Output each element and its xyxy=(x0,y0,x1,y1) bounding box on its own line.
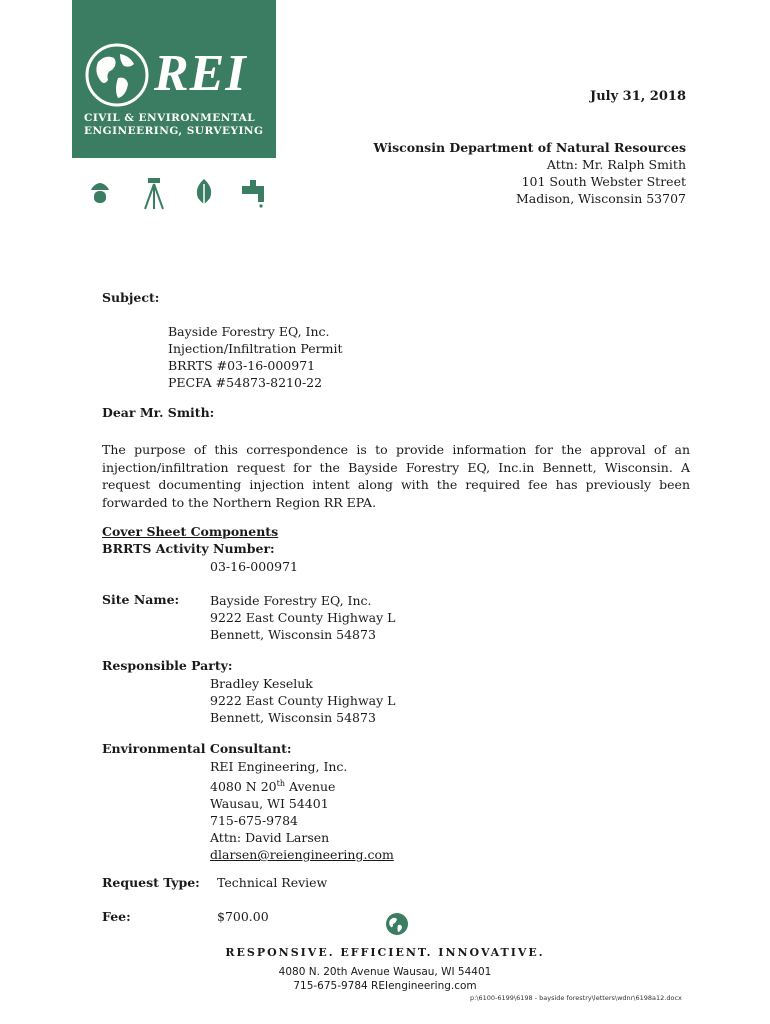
fee-label: Fee: xyxy=(102,909,131,924)
consultant-email-link[interactable]: dlarsen@reiengineering.com xyxy=(210,847,394,863)
file-path: p:\6100-6199\6198 - bayside forestry\letters\wdnr\6198a12.docx xyxy=(470,994,682,1002)
consultant-label: Environmental Consultant: xyxy=(102,741,292,756)
site-line: 9222 East County Highway L xyxy=(210,610,396,625)
subject-lines xyxy=(168,323,343,391)
recipient-attn: Attn: Mr. Ralph Smith xyxy=(546,157,686,172)
recipient-address xyxy=(374,139,686,207)
rei-logo xyxy=(72,0,276,158)
fee-value: $700.00 xyxy=(217,909,269,924)
logo-wordmark: REI xyxy=(154,45,247,102)
tagline-line-2: ENGINEERING, SURVEYING xyxy=(84,125,264,137)
consultant-lines xyxy=(210,758,394,863)
footer-globe-icon xyxy=(385,912,409,936)
street-suffix: th xyxy=(276,779,285,788)
rp-line: Bennett, Wisconsin 54873 xyxy=(210,710,376,725)
tagline-line-1: CIVIL & ENVIRONMENTAL xyxy=(84,112,256,124)
brrts-value: 03-16-000971 xyxy=(210,559,298,574)
recipient-city: Madison, Wisconsin 53707 xyxy=(515,191,686,206)
subject-label: Subject: xyxy=(102,290,160,305)
brrts-label: BRRTS Activity Number: xyxy=(102,541,275,556)
street-rest: Avenue xyxy=(284,779,336,795)
hard-hat-icon xyxy=(90,178,110,212)
footer-address-line: 4080 N. 20th Avenue Wausau, WI 54401 xyxy=(278,966,492,978)
consultant-line: 715-675-9784 xyxy=(210,813,298,829)
consultant-street xyxy=(210,775,394,795)
footer-contact-line: 715-675-9784 REIengineering.com xyxy=(293,980,477,992)
cover-sheet-heading: Cover Sheet Components xyxy=(102,524,279,539)
body-paragraph: The purpose of this correspondence is to provide information for the approval of an injection/infiltration request for the Bayside Forestry EQ, Inc.in Bennett, Wisconsin. A request documenting injection intent along with the required fee has previously been forwarded to the Northern Region RR EPA. xyxy=(102,442,690,510)
consultant-line: REI Engineering, Inc. xyxy=(210,759,348,774)
site-label: Site Name: xyxy=(102,592,180,607)
consultant-line: Wausau, WI 54401 xyxy=(210,796,329,812)
letter-date: July 31, 2018 xyxy=(590,89,686,104)
rp-line: 9222 East County Highway L xyxy=(210,693,396,708)
subject-line: PECFA #54873-8210-22 xyxy=(168,375,323,390)
request-type-label: Request Type: xyxy=(102,875,200,890)
site-line: Bennett, Wisconsin 54873 xyxy=(210,627,376,642)
logo-tagline xyxy=(84,112,274,138)
site-lines xyxy=(210,592,395,643)
water-faucet-icon xyxy=(240,178,268,212)
consultant-line: Attn: David Larsen xyxy=(210,830,330,846)
recipient-org: Wisconsin Department of Natural Resources xyxy=(373,140,686,155)
survey-tripod-icon xyxy=(142,178,166,214)
subject-line: Injection/Infiltration Permit xyxy=(168,341,343,356)
rp-line: Bradley Keseluk xyxy=(210,676,313,691)
rp-label: Responsible Party: xyxy=(102,658,233,673)
street-number: 4080 N 20 xyxy=(210,779,277,795)
service-icons xyxy=(90,178,270,212)
subject-line: Bayside Forestry EQ, Inc. xyxy=(168,324,330,339)
request-type-value: Technical Review xyxy=(217,875,328,890)
recipient-street: 101 South Webster Street xyxy=(521,174,686,189)
subject-line: BRRTS #03-16-000971 xyxy=(168,358,316,373)
rp-lines xyxy=(210,675,395,726)
globe-icon xyxy=(84,42,150,108)
footer-tagline: RESPONSIVE. EFFICIENT. INNOVATIVE. xyxy=(225,946,545,959)
leaf-icon xyxy=(194,178,214,212)
footer-address xyxy=(0,965,770,993)
site-line: Bayside Forestry EQ, Inc. xyxy=(210,593,372,608)
salutation: Dear Mr. Smith: xyxy=(102,405,215,420)
